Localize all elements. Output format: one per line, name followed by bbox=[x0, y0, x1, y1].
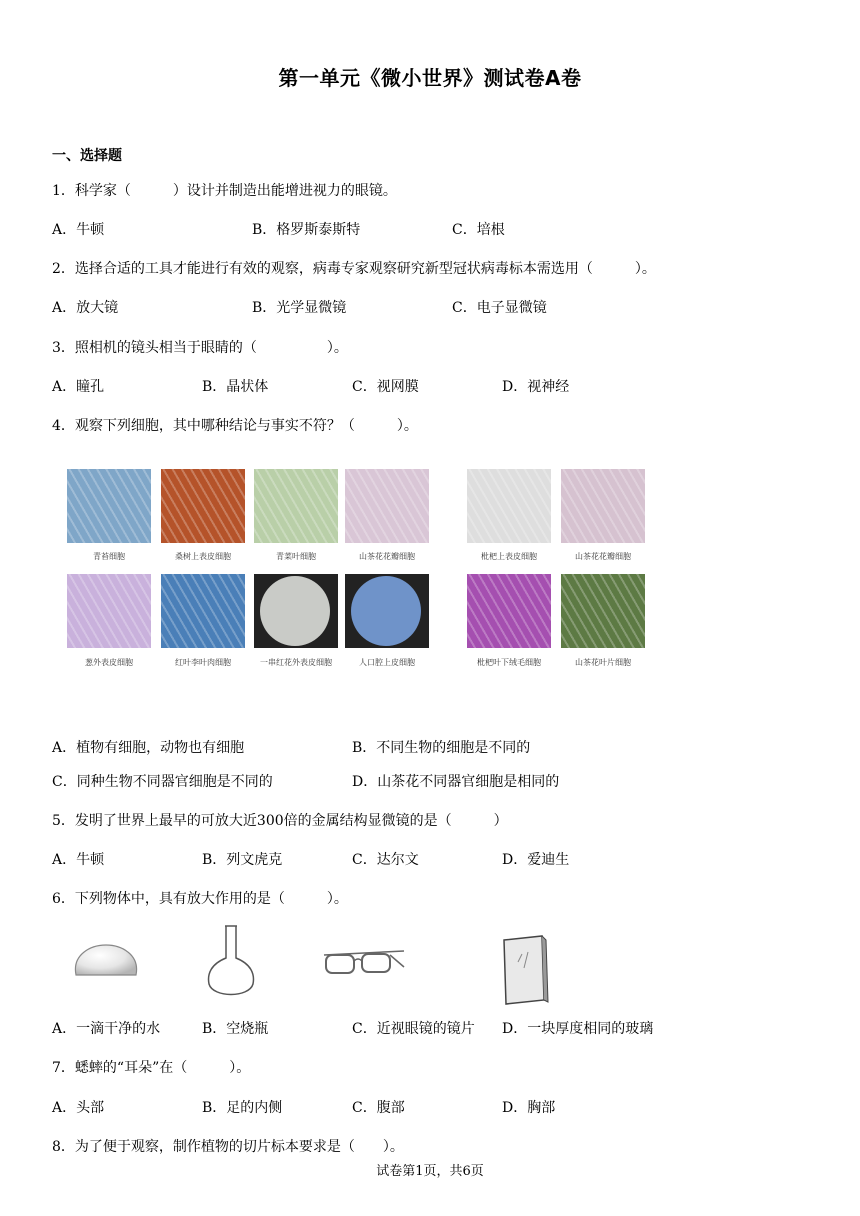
q2-option-a[interactable]: A．放大镜 bbox=[52, 300, 119, 316]
q3-option-a[interactable]: A．瞳孔 bbox=[52, 379, 105, 395]
cell-image-2 bbox=[254, 469, 338, 543]
cell-caption-9: 人口腔上皮细胞 bbox=[359, 658, 415, 667]
cell-image-10 bbox=[467, 574, 551, 648]
q5-option-a[interactable]: A．牛顿 bbox=[52, 852, 105, 868]
q5-option-c[interactable]: C．达尔文 bbox=[352, 852, 419, 868]
q3-option-c[interactable]: C．视网膜 bbox=[352, 379, 419, 395]
cell-image-9 bbox=[345, 574, 429, 648]
q7-option-a[interactable]: A．头部 bbox=[52, 1100, 105, 1116]
q5-option-b[interactable]: B．列文虎克 bbox=[202, 852, 283, 868]
cell-caption-0: 青苔细胞 bbox=[93, 552, 125, 561]
cell-caption-1: 桑树上表皮细胞 bbox=[175, 552, 231, 561]
cell-image-1 bbox=[161, 469, 245, 543]
water-drop-icon bbox=[70, 935, 142, 985]
question-5: 5．发明了世界上最早的可放大近300倍的金属结构显微镜的是（ ） bbox=[52, 813, 508, 829]
q2-option-c[interactable]: C．电子显微镜 bbox=[452, 300, 547, 316]
q6-option-d[interactable]: D．一块厚度相同的玻璃 bbox=[502, 1021, 654, 1037]
cell-caption-4: 枇杷上表皮细胞 bbox=[481, 552, 537, 561]
cell-caption-5: 山茶花花瓣细胞 bbox=[575, 552, 631, 561]
glasses-icon bbox=[320, 945, 408, 981]
cell-caption-7: 红叶李叶肉细胞 bbox=[175, 658, 231, 667]
q4-option-d[interactable]: D．山茶花不同器官细胞是相同的 bbox=[352, 774, 560, 790]
cell-image-7 bbox=[161, 574, 245, 648]
q6-option-b[interactable]: B．空烧瓶 bbox=[202, 1021, 269, 1037]
cell-image-4 bbox=[467, 469, 551, 543]
q7-option-b[interactable]: B．足的内侧 bbox=[202, 1100, 283, 1116]
cell-image-11 bbox=[561, 574, 645, 648]
cell-image-8 bbox=[254, 574, 338, 648]
cell-image-6 bbox=[67, 574, 151, 648]
page-footer: 试卷第1页，共6页 bbox=[376, 1164, 484, 1179]
question-6: 6．下列物体中，具有放大作用的是（ ）。 bbox=[52, 891, 348, 907]
q4-option-b[interactable]: B．不同生物的细胞是不同的 bbox=[352, 740, 531, 756]
q3-option-d[interactable]: D．视神经 bbox=[502, 379, 570, 395]
section-heading: 一、选择题 bbox=[52, 148, 122, 164]
q6-option-a[interactable]: A．一滴干净的水 bbox=[52, 1021, 161, 1037]
q6-option-c[interactable]: C．近视眼镜的镜片 bbox=[352, 1021, 475, 1037]
cell-caption-11: 山茶花叶片细胞 bbox=[575, 658, 631, 667]
cell-caption-8: 一串红花外表皮细胞 bbox=[260, 658, 332, 667]
glass-pane-icon bbox=[498, 932, 552, 1006]
cell-image-3 bbox=[345, 469, 429, 543]
page-title: 第一单元《微小世界》测试卷A卷 bbox=[278, 66, 582, 90]
cell-caption-3: 山茶花花瓣细胞 bbox=[359, 552, 415, 561]
q4-option-c[interactable]: C．同种生物不同器官细胞是不同的 bbox=[52, 774, 273, 790]
q5-option-d[interactable]: D．爱迪生 bbox=[502, 852, 570, 868]
question-7: 7．蟋蟀的“耳朵”在（ ）。 bbox=[52, 1060, 251, 1076]
q1-option-b[interactable]: B．格罗斯泰斯特 bbox=[252, 222, 361, 238]
q3-option-b[interactable]: B．晶状体 bbox=[202, 379, 269, 395]
q2-option-b[interactable]: B．光学显微镜 bbox=[252, 300, 347, 316]
cell-figure bbox=[60, 462, 660, 672]
q7-option-c[interactable]: C．腹部 bbox=[352, 1100, 405, 1116]
question-8: 8．为了便于观察，制作植物的切片标本要求是（ ）。 bbox=[52, 1139, 404, 1155]
q1-option-c[interactable]: C．培根 bbox=[452, 222, 505, 238]
cell-caption-2: 青菜叶细胞 bbox=[276, 552, 316, 561]
cell-caption-10: 枇杷叶下绒毛细胞 bbox=[477, 658, 541, 667]
cell-caption-6: 葱外表皮细胞 bbox=[85, 658, 133, 667]
cell-image-0 bbox=[67, 469, 151, 543]
question-3: 3．照相机的镜头相当于眼睛的（ ）。 bbox=[52, 340, 348, 356]
q7-option-d[interactable]: D．胸部 bbox=[502, 1100, 556, 1116]
question-4: 4．观察下列细胞，其中哪种结论与事实不符？（ ）。 bbox=[52, 418, 418, 434]
cell-image-5 bbox=[561, 469, 645, 543]
q1-option-a[interactable]: A．牛顿 bbox=[52, 222, 105, 238]
question-2: 2．选择合适的工具才能进行有效的观察，病毒专家观察研究新型冠状病毒标本需选用（ ）。 bbox=[52, 261, 656, 277]
q4-option-a[interactable]: A．植物有细胞，动物也有细胞 bbox=[52, 740, 245, 756]
question-1: 1．科学家（ ）设计并制造出能增进视力的眼镜。 bbox=[52, 183, 397, 199]
flask-icon bbox=[203, 922, 259, 1002]
